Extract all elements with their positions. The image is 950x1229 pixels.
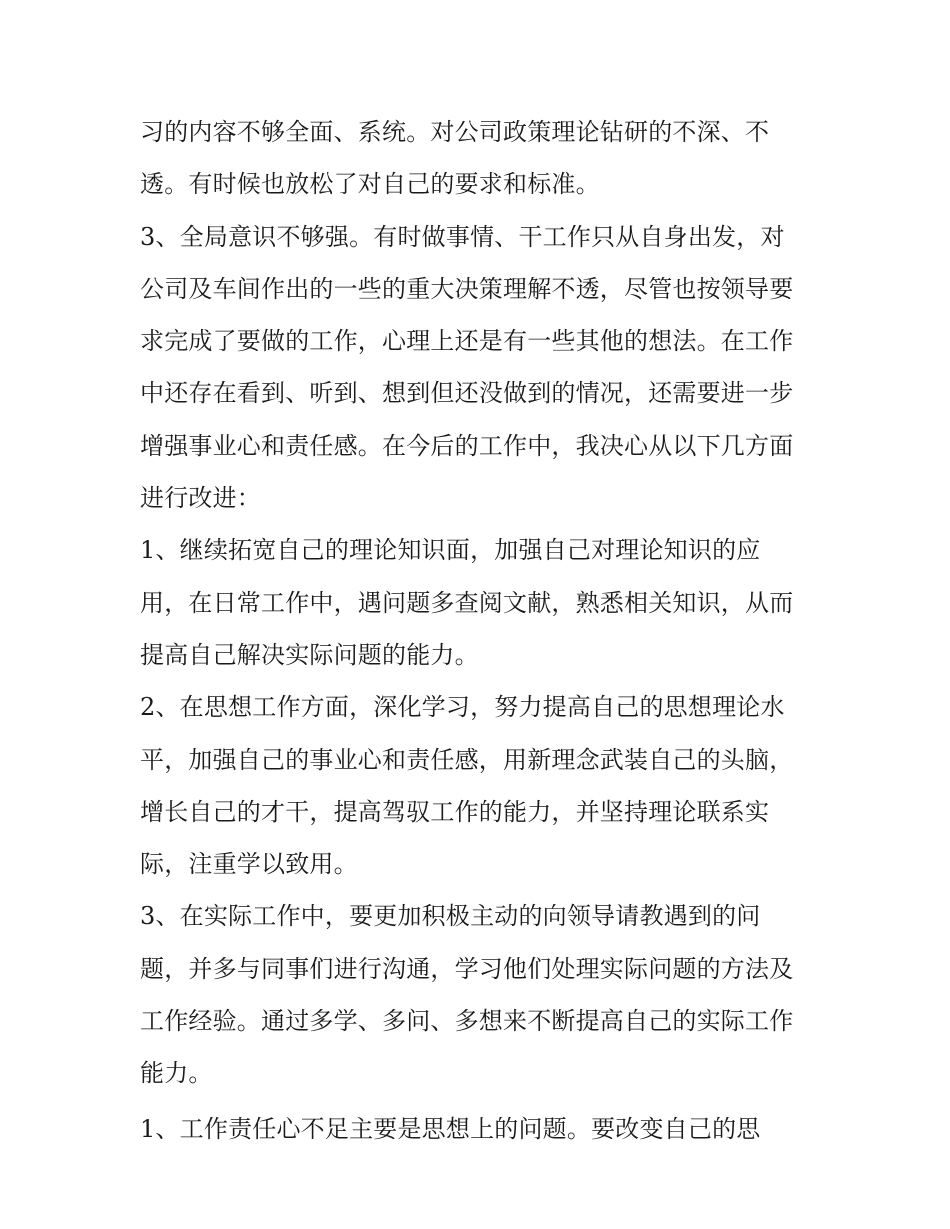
text-line: 进行改进： — [140, 484, 261, 513]
text-line: 增强事业心和责任感。在今后的工作中，我决心从以下几方面 — [140, 431, 794, 460]
text-line: 1、工作责任心不足主要是思想上的问题。要改变自己的思 — [140, 1114, 761, 1143]
text-line: 求完成了要做的工作，心理上还是有一些其他的想法。在工作 — [140, 327, 794, 356]
text-line: 能力。 — [140, 1059, 213, 1088]
text-line: 透。有时候也放松了对自己的要求和标准。 — [140, 170, 600, 199]
text-line: 增长自己的才干，提高驾驭工作的能力，并坚持理论联系实 — [140, 797, 770, 826]
text-line: 3、在实际工作中，要更加积极主动的向领导请教遇到的问 — [140, 902, 761, 931]
text-line: 习的内容不够全面、系统。对公司政策理论钻研的不深、不 — [140, 118, 770, 146]
text-line: 1、继续拓宽自己的理论知识面，加强自己对理论知识的应 — [140, 536, 761, 565]
text-line: 际，注重学以致用。 — [140, 850, 358, 879]
text-line: 中还存在看到、听到、想到但还没做到的情况，还需要进一步 — [140, 379, 794, 408]
text-line: 工作经验。通过多学、多问、多想来不断提高自己的实际工作 — [140, 1007, 794, 1036]
text-line: 提高自己解决实际问题的能力。 — [140, 640, 479, 669]
text-line: 公司及车间作出的一些的重大决策理解不透，尽管也按领导要 — [140, 274, 794, 303]
text-line: 题，并多与同事们进行沟通，学习他们处理实际问题的方法及 — [140, 954, 794, 983]
text-line: 3、全局意识不够强。有时做事情、干工作只从自身出发，对 — [140, 222, 785, 251]
text-line: 平，加强自己的事业心和责任感，用新理念武装自己的头脑， — [140, 745, 794, 774]
text-line: 用，在日常工作中，遇问题多查阅文献，熟悉相关知识，从而 — [140, 588, 794, 617]
document-body — [140, 106, 830, 1155]
text-line: 2、在思想工作方面，深化学习，努力提高自己的思想理论水 — [140, 693, 785, 722]
